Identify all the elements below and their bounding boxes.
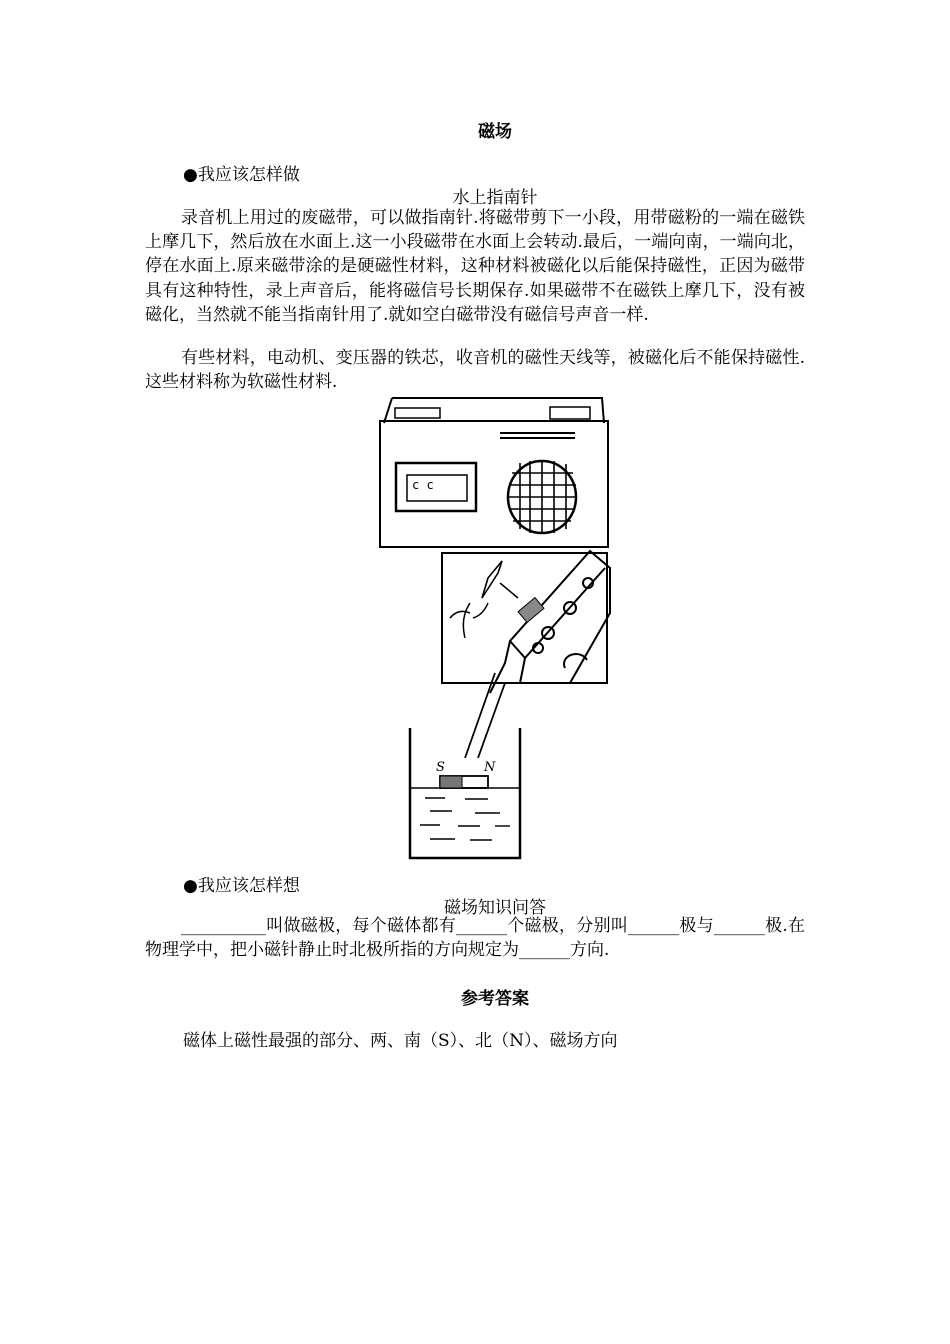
cassette-player-drawing: [380, 398, 608, 547]
question-paragraph: __________叫做磁极，每个磁体都有______个磁极，分别叫______极与______极.在物理学中，把小磁针静止时北极所指的方向规定为______方向.: [145, 916, 805, 961]
section-heading-do: ●我应该怎样做: [183, 165, 300, 185]
subtitle-qa: 磁场知识问答: [444, 898, 546, 918]
cassette-label: c c: [412, 478, 434, 492]
label-south: S: [436, 760, 445, 775]
label-north: N: [484, 760, 496, 775]
answers-title: 参考答案: [461, 989, 529, 1009]
paragraph-soft-magnetic: 有些材料，电动机、变压器的铁芯，收音机的磁性天线等，被磁化后不能保持磁性.这些材料称为软磁性材料.: [145, 348, 805, 393]
page-title: 磁场: [478, 122, 512, 142]
cutting-tape-drawing: [442, 551, 610, 693]
illustration-tape-compass: [370, 393, 620, 863]
subtitle-water-compass: 水上指南针: [452, 188, 538, 208]
beaker-drawing: [410, 728, 520, 858]
paragraph-hard-magnetic: 录音机上用过的废磁带，可以做指南针.将磁带剪下一小段，用带磁粉的一端在磁铁上摩几下，然后放在水面上.这一小段磁带在水面上会转动.最后，一端向南，一端向北，停在水面上.原来磁带涂的是硬磁性材料，这种材料被磁化以后能保持磁性，正因为磁带具有这种特性，录上声音后，能将磁信号长期保存.如果磁带不在磁铁上摩几下，没有被磁化，当然就不能当指南针用了.就如空白磁带没有磁信号声音一样.: [145, 208, 805, 325]
section-heading-think: ●我应该怎样想: [183, 876, 300, 896]
answer-text: 磁体上磁性最强的部分、两、南（S）、北（N）、磁场方向: [183, 1031, 618, 1051]
